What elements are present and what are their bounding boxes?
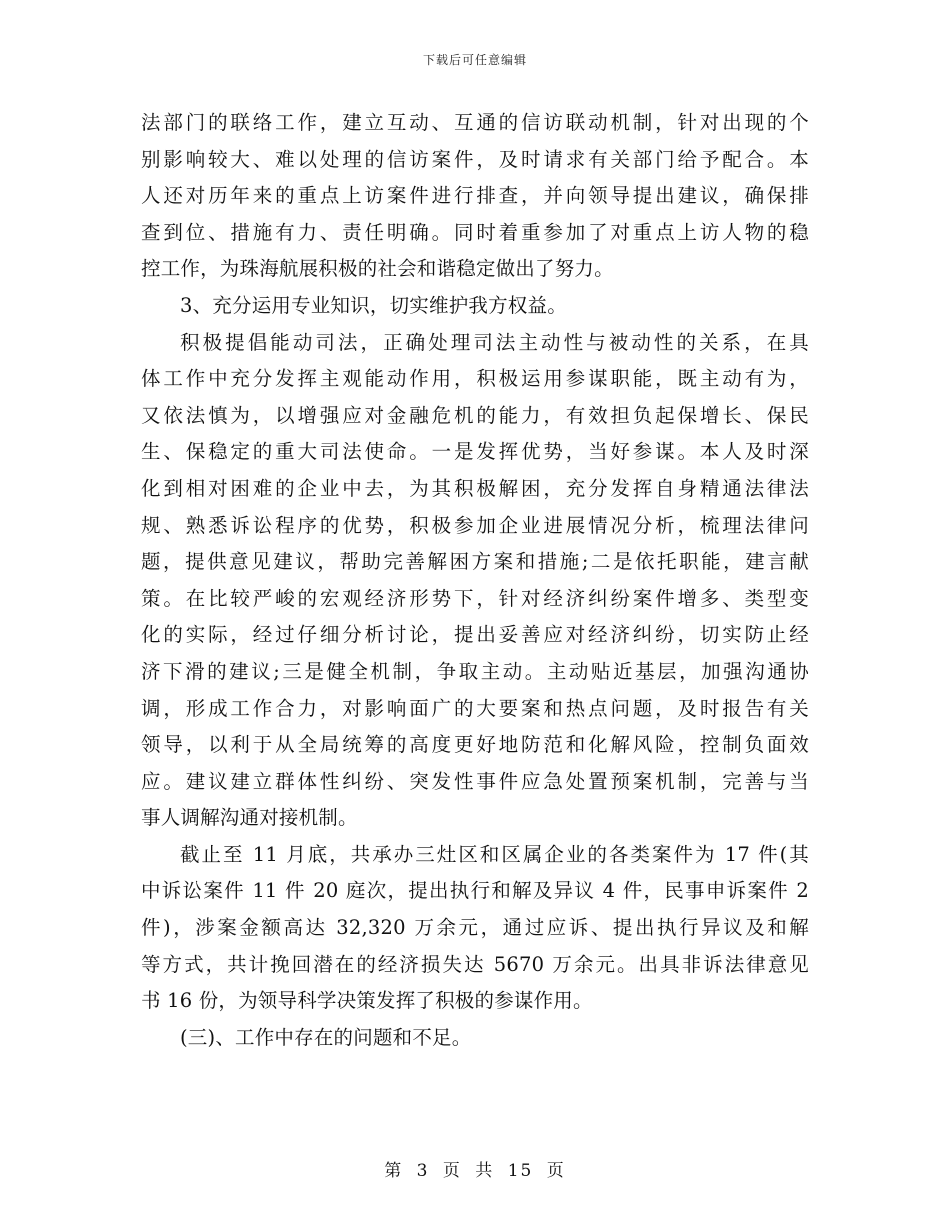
text-line: 调，形成工作合力，对影响面广的大要案和热点问题，及时报告有关 — [141, 696, 809, 720]
text-line: 3、充分运用专业知识，切实维护我方权益。 — [180, 293, 567, 317]
text-line: 领导，以利于从全局统筹的高度更好地防范和化解风险，控制负面效 — [141, 733, 809, 757]
text-line: 又依法慎为，以增强应对金融危机的能力，有效担负起保增长、保民 — [141, 403, 809, 427]
text-line: 等方式，共计挽回潜在的经济损失达 5670 万余元。出具非诉法律意见 — [141, 952, 809, 976]
text-line: 书 16 份，为领导科学决策发挥了积极的参谋作用。 — [141, 989, 593, 1013]
text-line: 别影响较大、难以处理的信访案件，及时请求有关部门给予配合。本 — [141, 147, 809, 171]
text-line: 截止至 11 月底，共承办三灶区和区属企业的各类案件为 17 件(其 — [180, 842, 809, 866]
text-line: 化到相对困难的企业中去，为其积极解困，充分发挥自身精通法律法 — [141, 476, 809, 500]
text-line: 积极提倡能动司法，正确处理司法主动性与被动性的关系，在具 — [180, 330, 809, 354]
text-line: 化的实际，经过仔细分析讨论，提出妥善应对经济纠纷，切实防止经 — [141, 623, 809, 647]
page-header: 下载后可任意编辑 — [422, 53, 527, 67]
text-line: 人还对历年来的重点上访案件进行排查，并向领导提出建议，确保排 — [141, 184, 809, 208]
text-line: 中诉讼案件 11 件 20 庭次，提出执行和解及异议 4 件，民事申诉案件 2 — [141, 879, 809, 903]
text-line: 体工作中充分发挥主观能动作用，积极运用参谋职能，既主动有为， — [141, 367, 809, 391]
text-line: 件)，涉案金额高达 32,320 万余元，通过应诉、提出执行异议及和解 — [141, 916, 809, 940]
text-line: (三)、工作中存在的问题和不足。 — [180, 1025, 472, 1049]
text-line: 生、保稳定的重大司法使命。一是发挥优势，当好参谋。本人及时深 — [141, 440, 809, 464]
text-line: 事人调解沟通对接机制。 — [141, 806, 358, 830]
document-body — [141, 105, 809, 1056]
text-line: 济下滑的建议;三是健全机制，争取主动。主动贴近基层，加强沟通协 — [141, 659, 809, 683]
text-line: 应。建议建立群体性纠纷、突发性事件应急处置预案机制，完善与当 — [141, 769, 809, 793]
text-line: 控工作，为珠海航展积极的社会和谐稳定做出了努力。 — [141, 257, 614, 281]
text-line: 规、熟悉诉讼程序的优势，积极参加企业进展情况分析，梳理法律问 — [141, 513, 809, 537]
text-line: 法部门的联络工作，建立互动、互通的信访联动机制，针对出现的个 — [141, 111, 809, 134]
text-line: 查到位、措施有力、责任明确。同时着重参加了对重点上访人物的稳 — [141, 220, 809, 244]
text-line: 策。在比较严峻的宏观经济形势下，针对经济纠纷案件增多、类型变 — [141, 586, 809, 610]
page-number-footer: 第 3 页 共 15 页 — [384, 1161, 566, 1181]
text-line: 题，提供意见建议，帮助完善解困方案和措施;二是依托职能，建言献 — [141, 550, 809, 574]
